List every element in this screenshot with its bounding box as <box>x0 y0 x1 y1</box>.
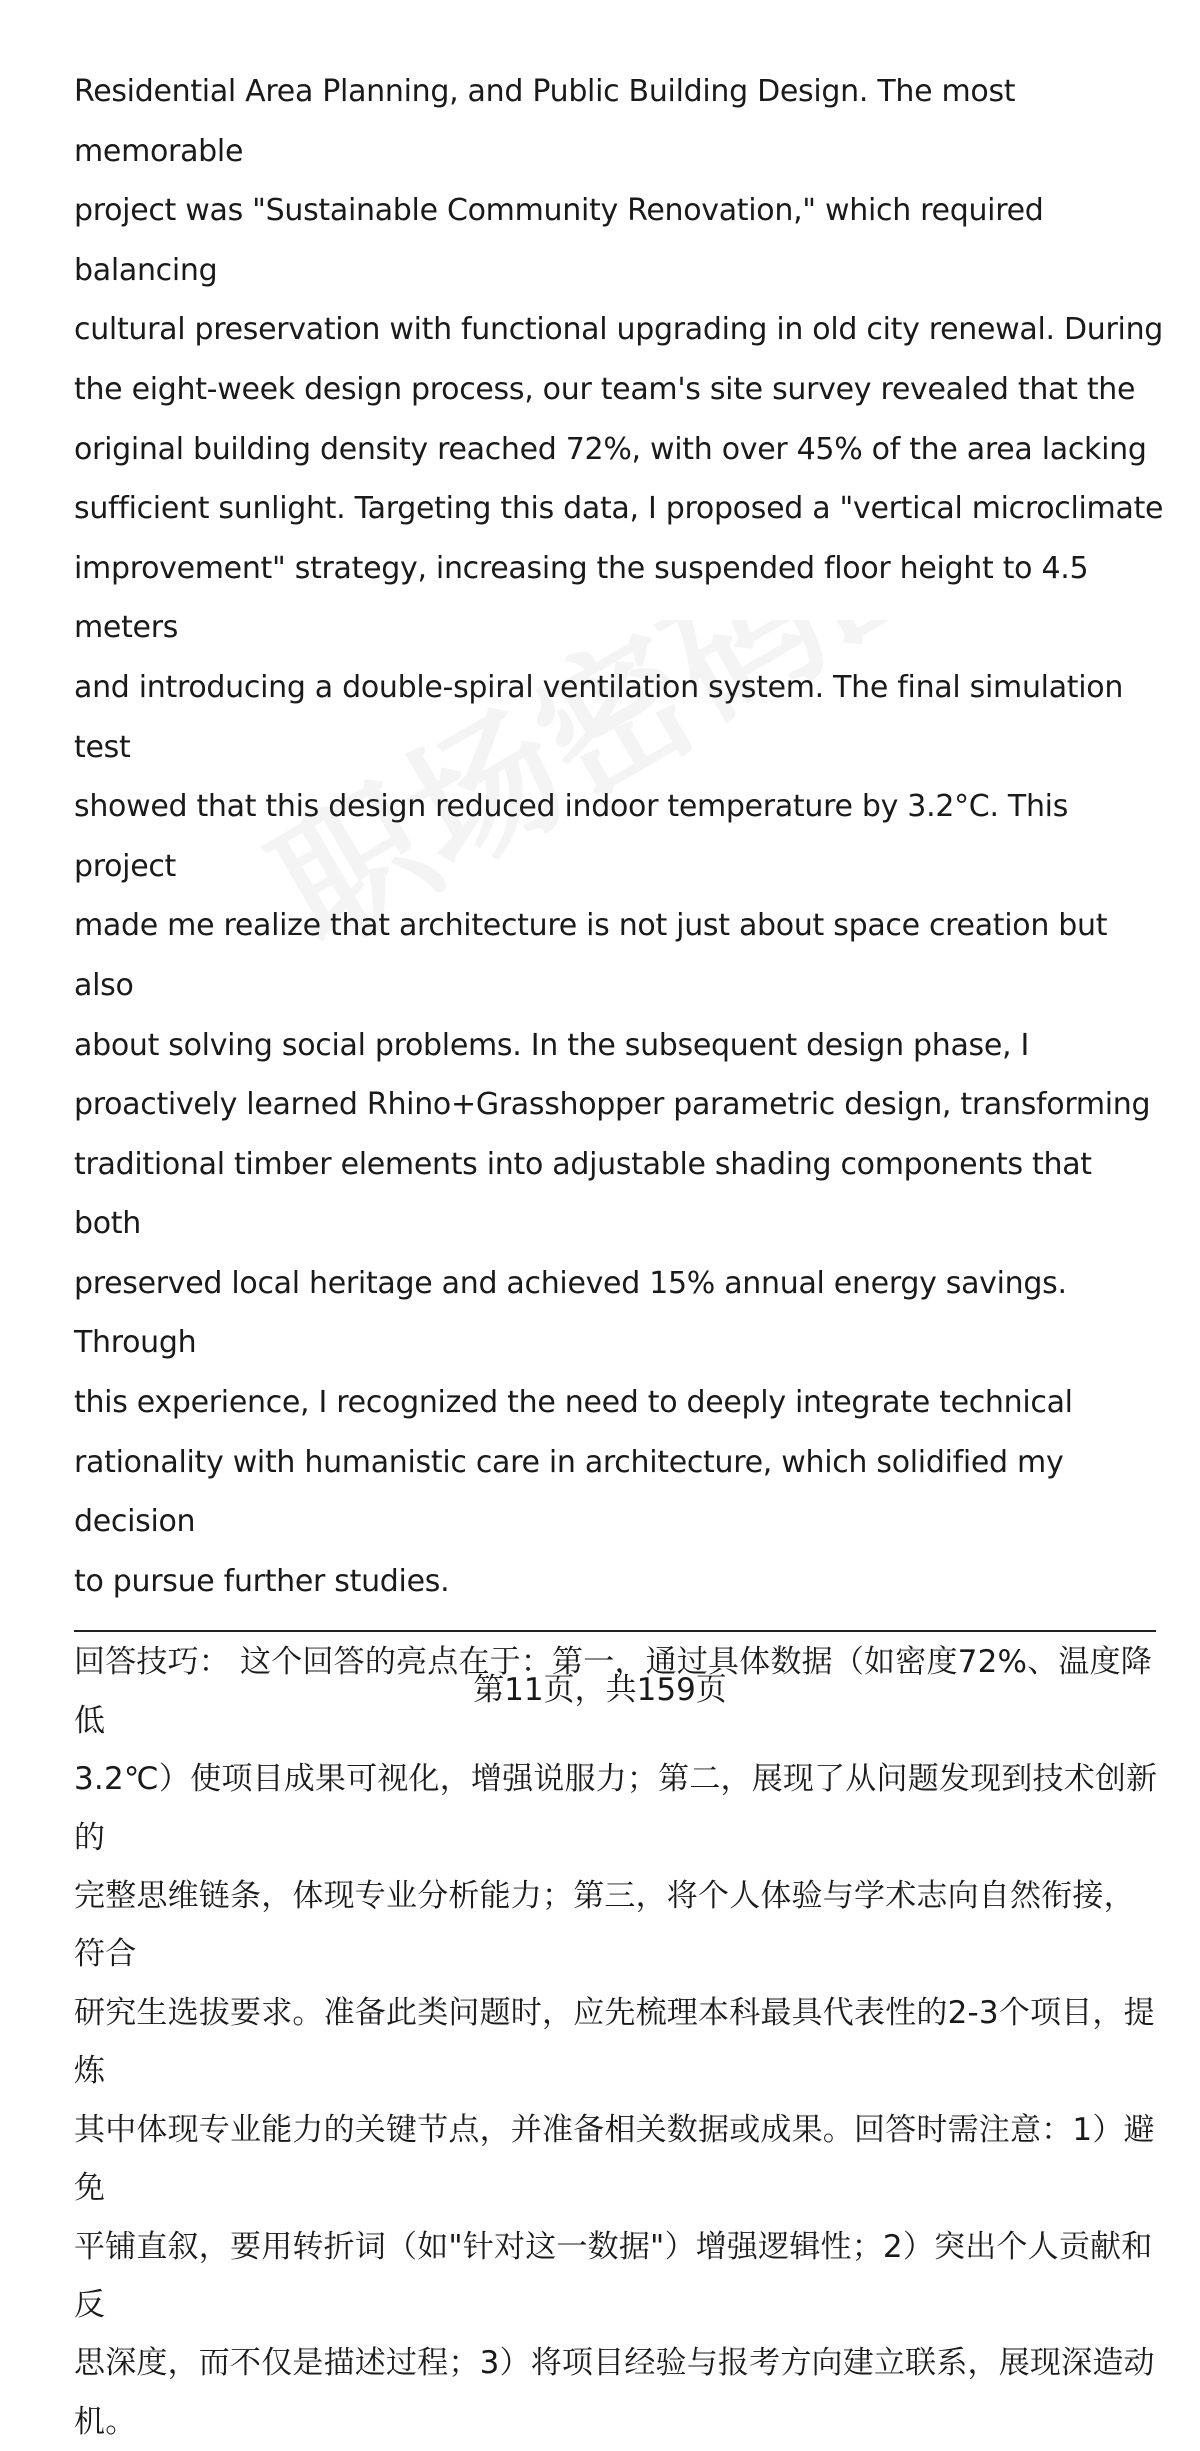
footer-divider <box>74 1630 1156 1632</box>
body-paragraph: Residential Area Planning, and Public Building Design. The most memorable project was "Sustainable Community Renovation," which required balancing cultural preservation with functional upgrading in old city renewal. During the eight-week design process, our team's site survey revealed that the original building density reached 72%, with over 45% of the area lacking sufficient sunlight. Targeting this data, I proposed a "vertical microclimate improvement" strategy, increasing the suspended floor height to 4.5 meters and introducing a double-spiral ventilation system. The final simulation test showed that this design reduced indoor temperature by 3.2°C. This project made me realize that architecture is not just about space creation but also about solving social problems. In the subsequent design phase, I proactively learned Rhino+Grasshopper parametric design, transforming traditional timber elements into adjustable shading components that both preserved local heritage and achieved 15% annual energy savings. Through this experience, I recognized the need to deeply integrate technical rationality with humanistic care in architecture, which solidified my decision to pursue further studies. <box>74 74 1164 1599</box>
page-number: 第11页，共159页 <box>473 1672 727 1708</box>
page-content <box>74 62 1164 2451</box>
answer-tips-paragraph: 回答技巧： 这个回答的亮点在于：第一，通过具体数据（如密度72%、温度降低 3.2℃）使项目成果可视化，增强说服力；第二，展现了从问题发现到技术创新的 完整思维链条，体现专业分析能力；第三，将个人体验与学术志向自然衔接，符合 研究生选拔要求。准备此类问题时，应先梳理本科最具代表性的2-3个项目，提炼 其中体现专业能力的关键节点，并准备相关数据或成果。回答时需注意：1）避免 平铺直叙，要用转折词（如"针对这一数据"）增强逻辑性；2）突出个人贡献和反 思深度，而不仅是描述过程；3）将项目经验与报考方向建立联系，展现深造动 机。 <box>74 1644 1158 2440</box>
